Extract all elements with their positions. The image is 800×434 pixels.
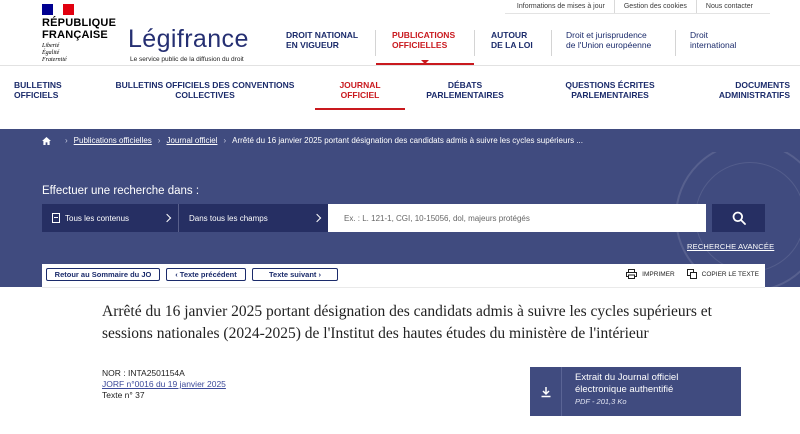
chevron-down-icon <box>163 214 171 222</box>
header-divider <box>0 65 800 66</box>
brand-tagline: Le service public de la diffusion du droit <box>130 56 244 63</box>
republic-title-1: RÉPUBLIQUE <box>42 17 117 29</box>
brand-name: Légifrance <box>128 25 249 53</box>
texte-number: Texte n° 37 <box>102 390 145 400</box>
card-divider <box>42 287 765 288</box>
republic-motto <box>42 43 122 64</box>
subnav-journal-officiel[interactable] <box>315 80 405 100</box>
nav-publications-officielles[interactable] <box>375 30 474 56</box>
subnav-bulletins-conventions[interactable] <box>110 80 300 100</box>
subnav-label: ADMINISTRATIFS <box>718 90 790 100</box>
subnav-label: OFFICIELS <box>14 90 59 100</box>
breadcrumb <box>0 129 800 152</box>
extract-file-info: PDF - 201,3 Ko <box>575 397 627 406</box>
download-icon-box <box>530 367 562 416</box>
subnav-documents-administratifs[interactable] <box>700 80 790 100</box>
copy-text-button[interactable] <box>687 269 759 279</box>
subnav-label: QUESTIONS ÉCRITES <box>565 80 655 90</box>
subnav-label: DOCUMENTS <box>735 80 790 90</box>
download-icon <box>540 386 552 398</box>
copy-icon <box>687 269 697 279</box>
nav-label: international <box>690 40 737 50</box>
breadcrumb-current: Arrêté du 16 janvier 2025 portant désignation des candidats admis à suivre les cycles supérieurs ... <box>232 136 583 145</box>
nav-label: Droit <box>690 30 708 40</box>
search-input[interactable] <box>328 204 706 232</box>
document-icon <box>52 213 60 223</box>
fields-select[interactable] <box>178 204 328 232</box>
republic-title-2: FRANÇAISE <box>42 29 108 41</box>
link-contact[interactable]: Nous contacter <box>696 0 762 13</box>
breadcrumb-chevron-icon: › <box>65 136 68 145</box>
nav-label: Droit et jurisprudence <box>566 30 647 40</box>
scope-select[interactable] <box>42 204 178 232</box>
home-icon[interactable] <box>42 137 51 145</box>
extract-line-2: électronique authentifié <box>575 384 674 395</box>
subnav-active-indicator <box>315 108 405 110</box>
extract-text <box>562 367 678 416</box>
breadcrumb-journal-officiel[interactable]: Journal officiel <box>166 136 218 145</box>
nor-reference: NOR : INTA2501154A <box>102 368 185 378</box>
main-nav <box>278 30 745 56</box>
nav-droit-ue[interactable] <box>551 30 675 56</box>
republique-francaise-logo[interactable] <box>42 4 122 64</box>
nav-label: EN VIGUEUR <box>286 40 339 50</box>
print-label: IMPRIMER <box>642 270 675 278</box>
nav-label: DE LA LOI <box>491 40 533 50</box>
chevron-down-icon <box>313 214 321 222</box>
subnav-questions-ecrites[interactable] <box>555 80 665 100</box>
nav-autour-de-la-loi[interactable] <box>474 30 551 56</box>
subnav-bulletins-officiels[interactable] <box>14 80 62 100</box>
jorf-link[interactable]: JORF n°0016 du 19 janvier 2025 <box>102 379 226 389</box>
subnav-label: COLLECTIVES <box>175 90 235 100</box>
breadcrumb-chevron-icon: › <box>223 136 227 145</box>
subnav-label: JOURNAL <box>339 80 381 90</box>
subnav-label: BULLETINS OFFICIELS DES CONVENTIONS <box>115 80 295 90</box>
nav-label: OFFICIELLES <box>392 40 448 50</box>
subnav-label: BULLETINS <box>14 80 62 90</box>
breadcrumb-chevron-icon: › <box>157 136 161 145</box>
document-card <box>42 264 765 434</box>
back-to-summary-button[interactable]: Retour au Sommaire du JO <box>46 268 160 281</box>
document-toolbar <box>46 268 344 281</box>
nav-label: AUTOUR <box>491 30 528 40</box>
subnav-label: PARLEMENTAIRES <box>426 90 504 100</box>
previous-text-button[interactable]: ‹ Texte précédent <box>166 268 246 281</box>
copy-label: COPIER LE TEXTE <box>701 270 759 278</box>
link-updates[interactable]: Informations de mises à jour <box>516 3 605 10</box>
subnav-debats-parlementaires[interactable] <box>410 80 520 100</box>
print-button[interactable] <box>626 269 675 279</box>
advanced-search-link[interactable]: RECHERCHE AVANCÉE <box>687 242 775 251</box>
legifrance-brand[interactable] <box>128 26 249 63</box>
utility-bar <box>508 0 762 13</box>
subnav-label: OFFICIEL <box>340 90 380 100</box>
document-tools <box>614 269 759 279</box>
breadcrumb-publications[interactable]: Publications officielles <box>73 136 152 145</box>
search-title: Effectuer une recherche dans : <box>42 185 200 197</box>
fields-select-value: Dans tous les champs <box>189 213 268 223</box>
document-meta <box>102 368 226 401</box>
nav-droit-national[interactable] <box>278 30 375 56</box>
next-text-button[interactable]: Texte suivant › <box>252 268 338 281</box>
motto-liberte: Liberté <box>42 43 60 49</box>
scope-select-value: Tous les contenus <box>65 213 130 223</box>
nav-label: PUBLICATIONS <box>392 30 456 40</box>
subnav-label: DÉBATS <box>447 80 483 90</box>
search-bar <box>42 204 706 232</box>
nav-label: de l'Union européenne <box>566 40 652 50</box>
motto-egalite: Égalité <box>42 50 60 56</box>
motto-fraternite: Fraternité <box>42 57 67 63</box>
nav-droit-international[interactable] <box>675 30 745 56</box>
download-extract-button[interactable] <box>530 367 741 416</box>
search-button[interactable] <box>712 204 765 232</box>
utility-divider <box>505 13 770 14</box>
document-title: Arrêté du 16 janvier 2025 portant désignation des candidats admis à suivre les cycles supérieurs et sessions nationales (2024-2025) de l'Institut des hautes études du ministère de l'intérieur <box>102 303 712 342</box>
extract-line-1: Extrait du Journal officiel <box>575 372 679 383</box>
nav-label: DROIT NATIONAL <box>286 30 359 40</box>
subnav-label: PARLEMENTAIRES <box>571 90 649 100</box>
printer-icon <box>626 269 637 279</box>
sub-nav <box>0 80 800 110</box>
search-icon <box>732 211 746 225</box>
flag-icon <box>42 4 74 15</box>
link-cookies[interactable]: Gestion des cookies <box>614 0 696 13</box>
